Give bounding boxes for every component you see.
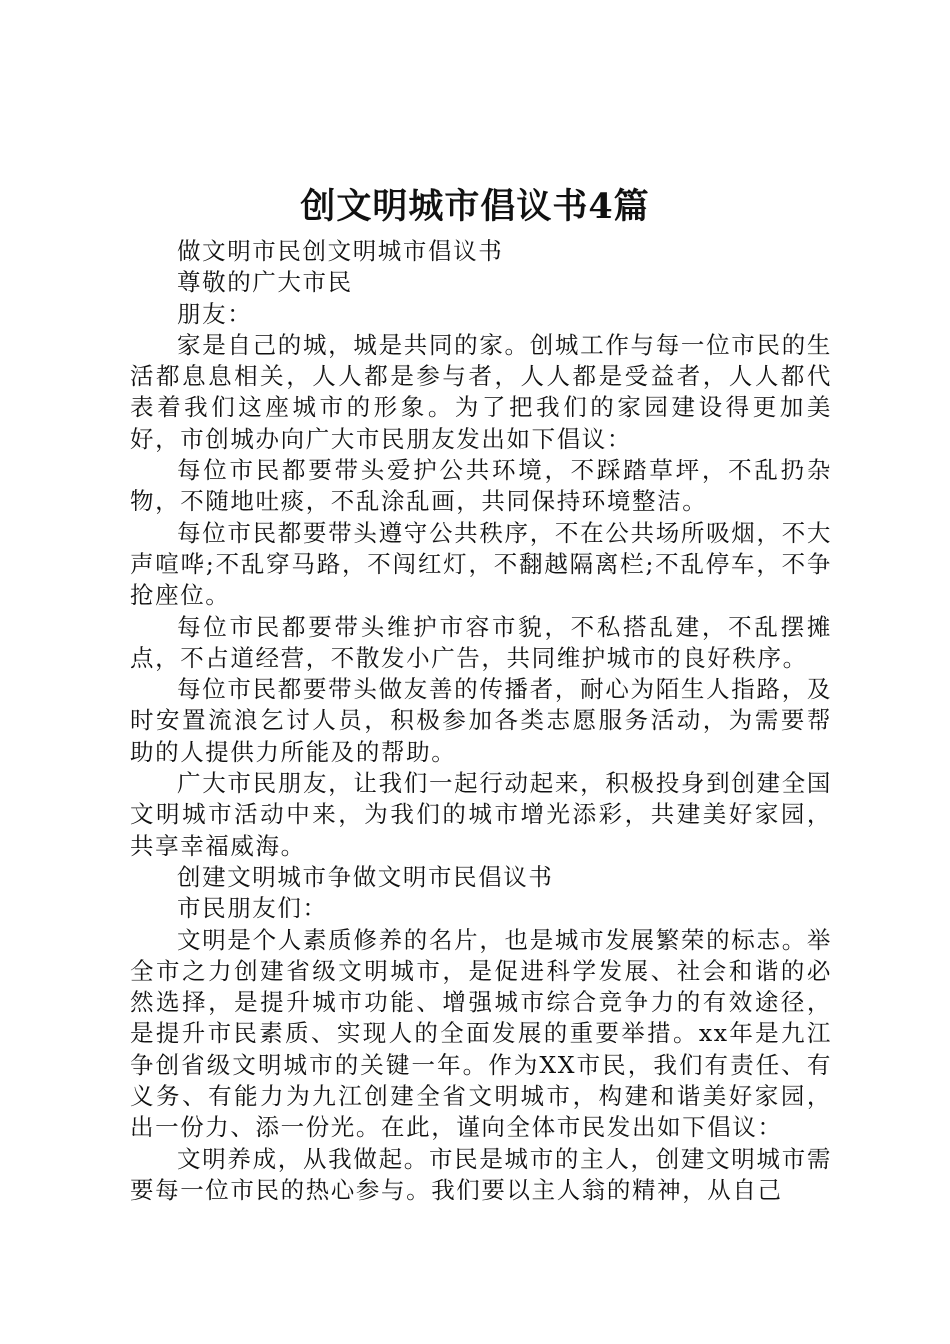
body-paragraph: 每位市民都要带头维护市容市貌，不私搭乱建，不乱摆摊点，不占道经营，不散发小广告，共同维护城市的良好秩序。 bbox=[130, 612, 832, 672]
section-heading: 创建文明城市争做文明市民倡议书 bbox=[177, 862, 554, 891]
document-title: 创文明城市倡议书4篇 bbox=[300, 186, 650, 227]
body-paragraph: 文明是个人素质修养的名片，也是城市发展繁荣的标志。举全市之力创建省级文明城市，是促进科学发展、社会和谐的必然选择，是提升城市功能、增强城市综合竞争力的有效途径，是提升市民素质、实现人的全面发展的重要举措。xx年是九江争创省级文明城市的关键一年。作为XX市民，我们有责任、有义务、有能力为九江创建全省文明城市，构建和谐美好家园，出一份力、添一份光。在此，谨向全体市民发出如下倡议： bbox=[130, 925, 832, 1142]
body-paragraph: 每位市民都要带头遵守公共秩序，不在公共场所吸烟，不大声喧哗;不乱穿马路，不闯红灯，不翻越隔离栏;不乱停车，不争抢座位。 bbox=[130, 518, 832, 610]
body-paragraph: 文明养成，从我做起。市民是城市的主人，创建文明城市需要每一位市民的热心参与。我们要以主人翁的精神，从自己 bbox=[130, 1144, 832, 1204]
salutation: 市民朋友们： bbox=[177, 894, 328, 923]
document-body bbox=[130, 236, 832, 1206]
body-paragraph: 每位市民都要带头爱护公共环境，不踩踏草坪，不乱扔杂物，不随地吐痰，不乱涂乱画，共同保持环境整洁。 bbox=[130, 456, 832, 516]
salutation: 朋友： bbox=[177, 299, 253, 328]
salutation: 尊敬的广大市民 bbox=[177, 268, 353, 297]
body-paragraph: 家是自己的城，城是共同的家。创城工作与每一位市民的生活都息息相关，人人都是参与者，人人都是受益者，人人都代表着我们这座城市的形象。为了把我们的家园建设得更加美好，市创城办向广大市民朋友发出如下倡议： bbox=[130, 330, 832, 453]
body-paragraph: 每位市民都要带头做友善的传播者，耐心为陌生人指路，及时安置流浪乞讨人员，积极参加各类志愿服务活动，为需要帮助的人提供力所能及的帮助。 bbox=[130, 675, 832, 766]
section-heading: 做文明市民创文明城市倡议书 bbox=[177, 237, 504, 265]
body-paragraph: 广大市民朋友，让我们一起行动起来，积极投身到创建全国文明城市活动中来，为我们的城市增光添彩，共建美好家园，共享幸福威海。 bbox=[130, 769, 832, 860]
